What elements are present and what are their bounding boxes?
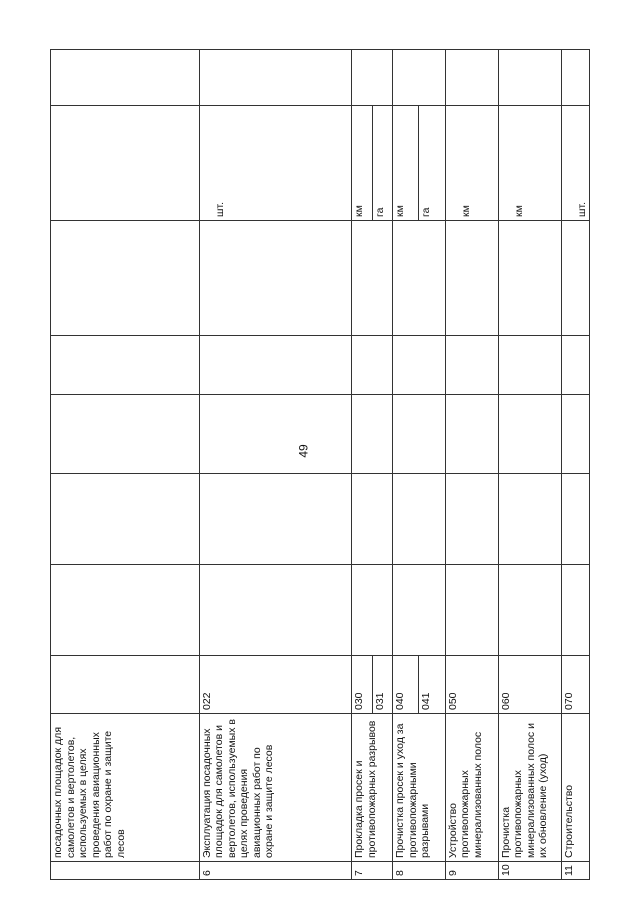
row-name: Прокладка просек и противопожарных разрывов xyxy=(352,714,393,862)
row-name: посадочных площадок для самолетов и вертолетов, используемых в целях проведения авиационных работ по охране и защите лесов xyxy=(51,714,200,862)
empty-cell xyxy=(561,221,589,336)
empty-cell xyxy=(393,221,446,336)
empty-cell xyxy=(51,50,200,106)
rotated-table-wrapper xyxy=(50,50,590,880)
empty-cell xyxy=(199,336,352,395)
table-row xyxy=(393,50,446,880)
row-unit-cell xyxy=(51,106,200,221)
empty-cell xyxy=(445,395,498,474)
empty-cell xyxy=(561,395,589,474)
row-unit: км xyxy=(393,106,419,220)
empty-cell xyxy=(561,474,589,565)
row-code-cell xyxy=(51,656,200,714)
table-row xyxy=(199,50,352,880)
empty-cell xyxy=(445,565,498,656)
empty-cell xyxy=(199,474,352,565)
empty-cell xyxy=(393,50,446,106)
empty-cell xyxy=(498,336,561,395)
empty-cell xyxy=(445,50,498,106)
empty-cell xyxy=(352,50,393,106)
empty-cell xyxy=(199,221,352,336)
row-code: 040 xyxy=(393,656,419,713)
row-name: Прочистка противопожарных минерализованных полос и их обновление (уход) xyxy=(498,714,561,862)
row-number: 6 xyxy=(199,862,352,880)
row-number: 9 xyxy=(445,862,498,880)
empty-cell xyxy=(445,336,498,395)
empty-cell xyxy=(561,336,589,395)
empty-cell xyxy=(561,50,589,106)
row-unit-cell: шт. xyxy=(199,106,352,221)
row-number xyxy=(51,862,200,880)
empty-cell xyxy=(199,50,352,106)
row-unit: га xyxy=(373,207,386,217)
empty-cell xyxy=(51,221,200,336)
row-name: Эксплуатация посадочных площадок для самолетов и вертолетов, используемых в целях проведения авиационных работ по охране и защите лесов xyxy=(199,714,352,862)
row-name: Прочистка просек и уход за противопожарными разрывами xyxy=(393,714,446,862)
row-code: 031 xyxy=(373,692,386,710)
row-code-cell xyxy=(352,656,393,714)
table-row xyxy=(352,50,393,880)
empty-cell xyxy=(352,336,393,395)
row-unit: км xyxy=(352,106,372,220)
empty-cell xyxy=(498,221,561,336)
table-row xyxy=(445,50,498,880)
row-unit-cell: км xyxy=(445,106,498,221)
empty-cell xyxy=(51,336,200,395)
empty-cell xyxy=(393,565,446,656)
empty-cell xyxy=(51,474,200,565)
empty-cell xyxy=(199,565,352,656)
row-number: 8 xyxy=(393,862,446,880)
empty-cell xyxy=(498,474,561,565)
empty-cell xyxy=(352,221,393,336)
row-number: 10 xyxy=(498,862,561,880)
row-code-cell: 070 xyxy=(561,656,589,714)
table-row xyxy=(498,50,561,880)
empty-cell xyxy=(498,50,561,106)
row-code-cell: 060 xyxy=(498,656,561,714)
page-number: 49 xyxy=(296,444,311,458)
empty-cell xyxy=(51,565,200,656)
row-name: Строительство xyxy=(561,714,589,862)
empty-cell xyxy=(393,336,446,395)
table-row xyxy=(51,50,200,880)
empty-cell xyxy=(445,474,498,565)
empty-cell xyxy=(445,221,498,336)
empty-cell xyxy=(51,395,200,474)
empty-cell xyxy=(352,565,393,656)
table-row xyxy=(561,50,589,880)
row-code: 041 xyxy=(420,692,433,710)
row-name: Устройство противопожарных минерализованных полос xyxy=(445,714,498,862)
empty-cell xyxy=(393,474,446,565)
row-unit-cell: км xyxy=(498,106,561,221)
row-unit-cell: шт. xyxy=(561,106,589,221)
row-unit: га xyxy=(420,207,433,217)
empty-cell xyxy=(352,395,393,474)
row-number: 11 xyxy=(561,862,589,880)
empty-cell xyxy=(393,395,446,474)
row-code: 030 xyxy=(352,656,372,713)
row-code-cell: 050 xyxy=(445,656,498,714)
row-unit-cell xyxy=(352,106,393,221)
empty-cell xyxy=(498,395,561,474)
forest-protection-table xyxy=(50,49,590,880)
empty-cell xyxy=(498,565,561,656)
empty-cell xyxy=(199,395,352,474)
row-code-cell: 022 xyxy=(199,656,352,714)
row-unit-cell xyxy=(393,106,446,221)
row-code-cell xyxy=(393,656,446,714)
empty-cell xyxy=(561,565,589,656)
row-number: 7 xyxy=(352,862,393,880)
empty-cell xyxy=(352,474,393,565)
